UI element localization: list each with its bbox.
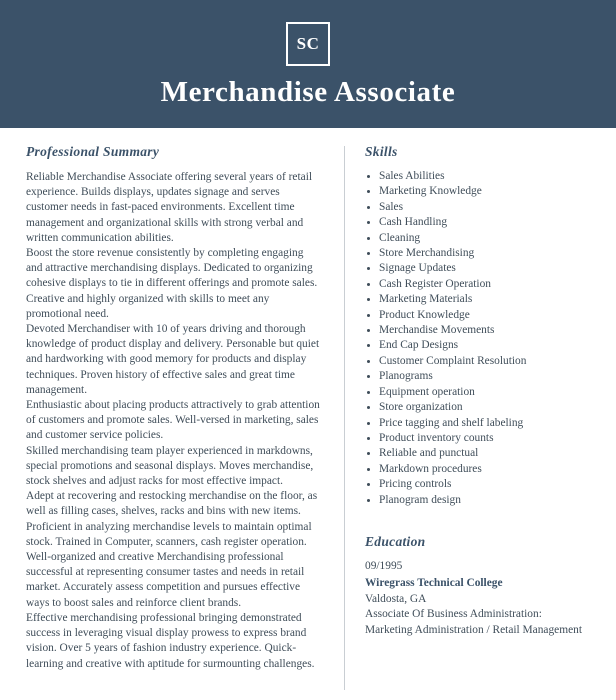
skills-section-title: Skills bbox=[365, 144, 398, 159]
summary-paragraph: Proficient in analyzing merchandise levels to maintain optimal stock. Trained in Computer, scanners, cash register operation. bbox=[26, 520, 312, 548]
list-item: Sales Abilities bbox=[365, 169, 600, 184]
summary-paragraph: Well-organized and creative Merchandising professional successful at representing consumer tastes and needs in retail market. Accurately assess competition and pursues effective ways to boost sales and reinforce client brands. bbox=[26, 551, 305, 609]
summary-paragraph: Devoted Merchandiser with 10 of years driving and thorough knowledge of product display and delivery. Personable but quiet and hardworking with good memory for products and display techniques. Proven history of effective sales and great time management. bbox=[26, 323, 320, 396]
list-item: Planogram design bbox=[365, 493, 600, 508]
education-school: Wiregrass Technical College bbox=[365, 577, 503, 590]
list-item: Signage Updates bbox=[365, 261, 600, 276]
education-field: Marketing Administration / Retail Management bbox=[365, 623, 583, 636]
list-item: Markdown procedures bbox=[365, 462, 600, 477]
summary-section-title: Professional Summary bbox=[26, 144, 160, 159]
page-title: Merchandise Associate bbox=[160, 75, 456, 108]
list-item: Merchandise Movements bbox=[365, 323, 600, 338]
list-item: Store Merchandising bbox=[365, 246, 600, 261]
list-item: Reliable and punctual bbox=[365, 446, 600, 461]
list-item: Marketing Knowledge bbox=[365, 184, 600, 199]
list-item: Cash Handling bbox=[365, 215, 600, 230]
summary-paragraph: Skilled merchandising team player experienced in markdowns, special promotions and seasonal displays. Moves merchandise, stock shelves and adjust racks for most effective impact. bbox=[26, 444, 314, 488]
list-item: Store organization bbox=[365, 400, 600, 415]
list-item: Cleaning bbox=[365, 231, 600, 246]
list-item: Pricing controls bbox=[365, 477, 600, 492]
resume-body bbox=[0, 128, 616, 700]
list-item: Price tagging and shelf labeling bbox=[365, 416, 600, 431]
left-column bbox=[0, 128, 344, 700]
resume-header bbox=[0, 0, 616, 128]
list-item: Product Knowledge bbox=[365, 308, 600, 323]
education-date: 09/1995 bbox=[365, 559, 403, 572]
summary-paragraph: Enthusiastic about placing products attractively to grab attention of customers and promote sales. Well-versed in marketing, sales and customer service policies. bbox=[26, 399, 320, 442]
list-item: Product inventory counts bbox=[365, 431, 600, 446]
education-degree: Associate Of Business Administration: bbox=[365, 608, 542, 621]
education-location: Valdosta, GA bbox=[365, 592, 427, 605]
summary-paragraph: Effective merchandising professional bringing demonstrated success in leveraging visual display prowess to express brand vision. Over 5 years of fashion industry experience. Quick-learning and creative with aptitude for surmounting challenges. bbox=[26, 611, 315, 670]
skills-list bbox=[365, 169, 600, 508]
summary-paragraph: Reliable Merchandise Associate offering several years of retail experience. Builds displays, updates signage and serves customer needs in fast-paced environments. Excellent time management and organizational skills with strong verbal and written communication abilities. bbox=[26, 171, 313, 244]
summary-text-block bbox=[26, 170, 322, 672]
list-item: Cash Register Operation bbox=[365, 277, 600, 292]
education-block bbox=[365, 534, 600, 638]
summary-paragraph: Adept at recovering and restocking merchandise on the floor, as well as filling cases, shelves, racks and bins with new items. bbox=[26, 490, 318, 518]
list-item: End Cap Designs bbox=[365, 338, 600, 353]
monogram-initials: SC bbox=[286, 22, 330, 66]
summary-paragraph: Creative and highly organized with skills to meet any promotional need. bbox=[26, 292, 270, 320]
list-item: Equipment operation bbox=[365, 385, 600, 400]
list-item: Planograms bbox=[365, 369, 600, 384]
list-item: Marketing Materials bbox=[365, 292, 600, 307]
education-section-title: Education bbox=[365, 533, 426, 549]
right-column bbox=[345, 128, 616, 700]
summary-paragraph: Boost the store revenue consistently by completing engaging and attractive merchandising displays. Dedicated to organizing cohesive displays to tie in different offerings and promote sales. bbox=[26, 247, 318, 290]
list-item: Customer Complaint Resolution bbox=[365, 354, 600, 369]
list-item: Sales bbox=[365, 200, 600, 215]
